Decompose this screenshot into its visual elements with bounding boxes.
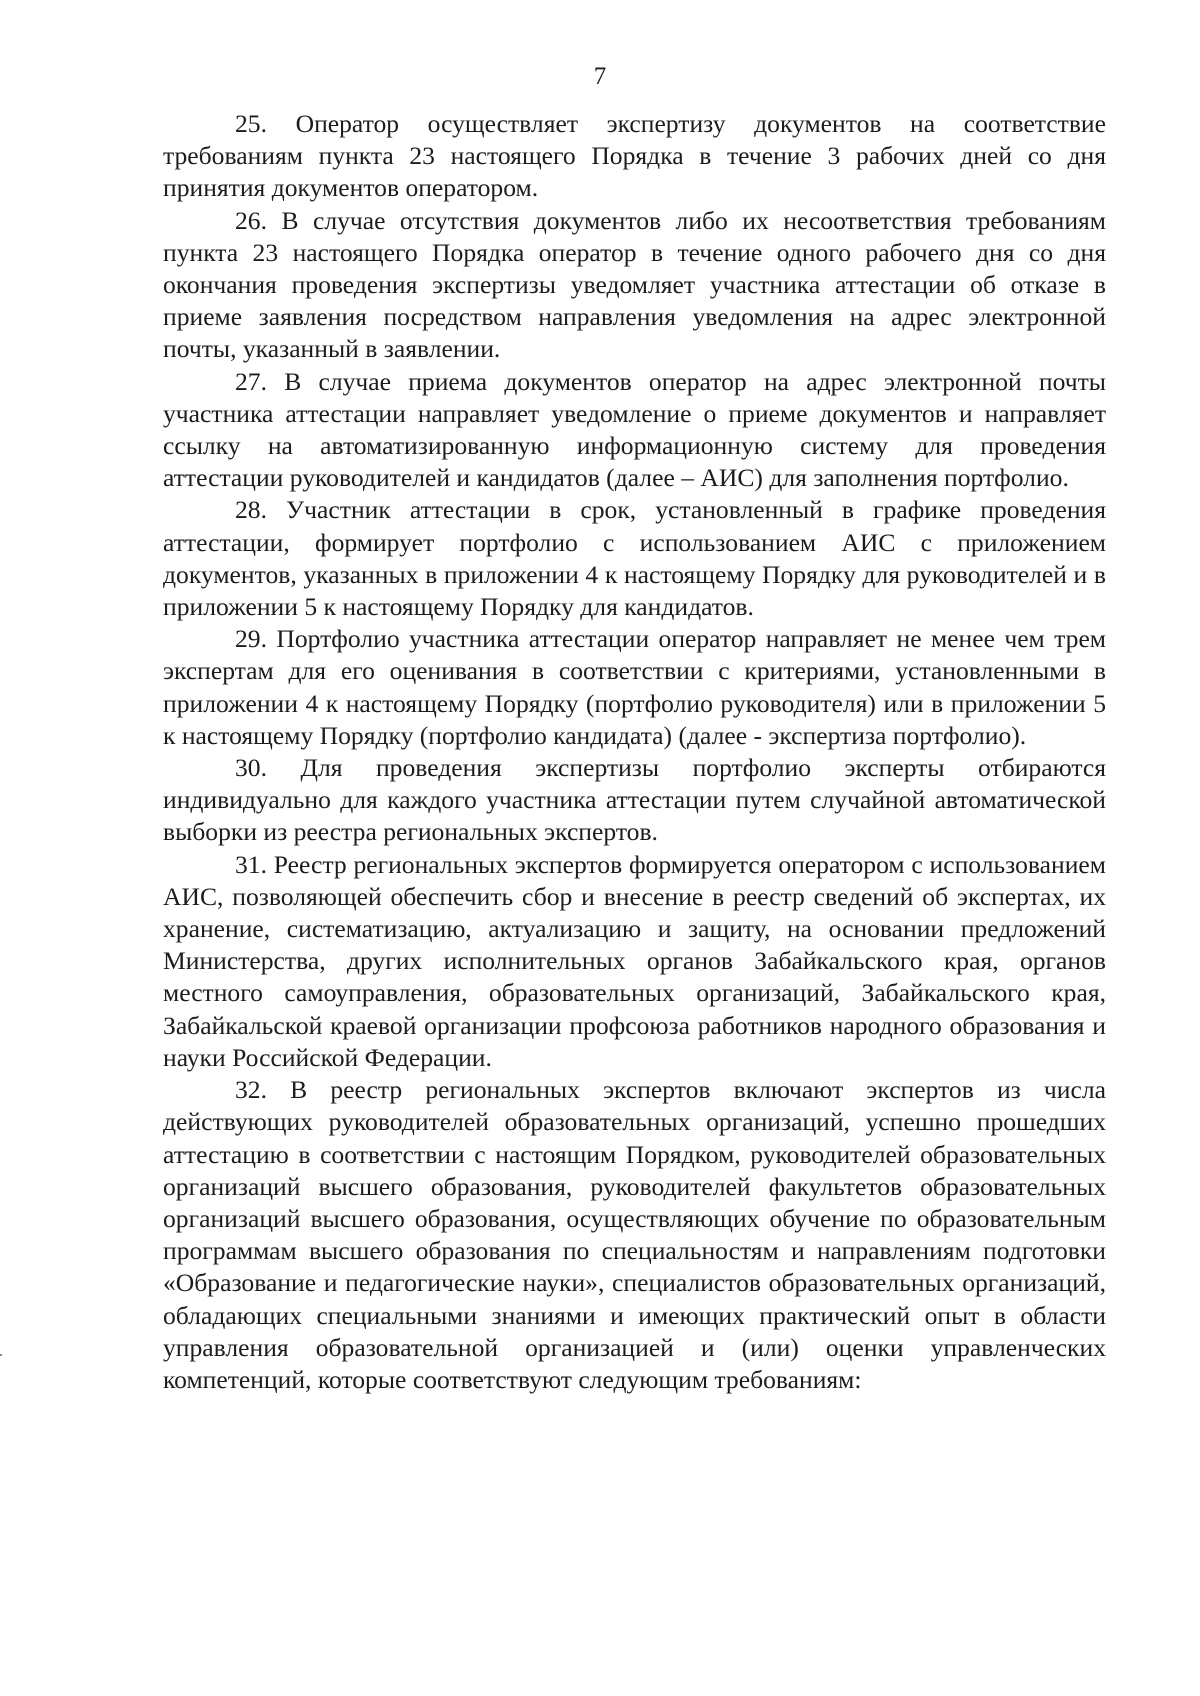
paragraph-30: 30. Для проведения экспертизы портфолио эксперты отбираются индивидуально для каждого участника аттестации путем случайной автоматической выборки из реестра региональных экспертов. [163,753,1106,847]
paragraph-31: 31. Реестр региональных экспертов формируется оператором с использованием АИС, позволяющей обеспечить сбор и внесение в реестр сведений об экспертах, их хранение, систематизацию, актуализацию и защиту, на основании предложений Министерства, других исполнительных органов Забайкальского края, органов местного самоуправления, образовательных организаций, Забайкальского края, Забайкальской краевой организации профсоюза работников народного образования и науки Российской Федерации. [163,849,1106,1072]
paragraph-32: 32. В реестр региональных экспертов включают экспертов из числа действующих руководителей образовательных организаций, успешно прошедших аттестацию в соответствии с настоящим Порядком, руководителей образовательных организаций высшего образования, руководителей факультетов образовательных организаций высшего образования, осуществляющих обучение по образовательным программам высшего образования по специальностям и направлениям подготовки «Образование и педагогические науки», специалистов образовательных организаций, обладающих специальными знаниями и имеющих практический опыт в области управления образовательной организацией и (или) оценки управленческих компетенций, которые соответствуют следующим требованиям: [163,1075,1106,1394]
paragraph-25: 25. Оператор осуществляет экспертизу документов на соответствие требованиям пункта 23 настоящего Порядка в течение 3 рабочих дней со дня принятия документов оператором. [163,109,1106,203]
paragraph-27: 27. В случае приема документов оператор на адрес электронной почты участника аттестации направляет уведомление о приеме документов и направляет ссылку на автоматизированную информационную систему для проведения аттестации руководителей и кандидатов (далее – АИС) для заполнения портфолио. [163,366,1106,493]
page-number: 7 [593,63,607,90]
document-body [163,108,1106,1396]
paragraph-29: 29. Портфолио участника аттестации оператор направляет не менее чем трем экспертам для его оценивания в соответствии с критериями, установленными в приложении 4 к настоящему Порядку (портфолио руководителя) или в приложении 5 к настоящему Порядку (портфолио кандидата) (далее - экспертиза портфолио). [163,624,1106,750]
paragraph-28: 28. Участник аттестации в срок, установленный в графике проведения аттестации, формирует портфолио с использованием АИС с приложением документов, указанных в приложении 4 к настоящему Порядку для руководителей и в приложении 5 к настоящему Порядку для кандидатов. [163,495,1106,622]
paragraph-26: 26. В случае отсутствия документов либо их несоответствия требованиям пункта 23 настоящего Порядка оператор в течение одного рабочего дня со дня окончания проведения экспертизы уведомляет участника аттестации об отказе в приеме заявления посредством направления уведомления на адрес электронной почты, указанный в заявлении. [163,205,1106,364]
scan-speck [0,1354,2,1356]
